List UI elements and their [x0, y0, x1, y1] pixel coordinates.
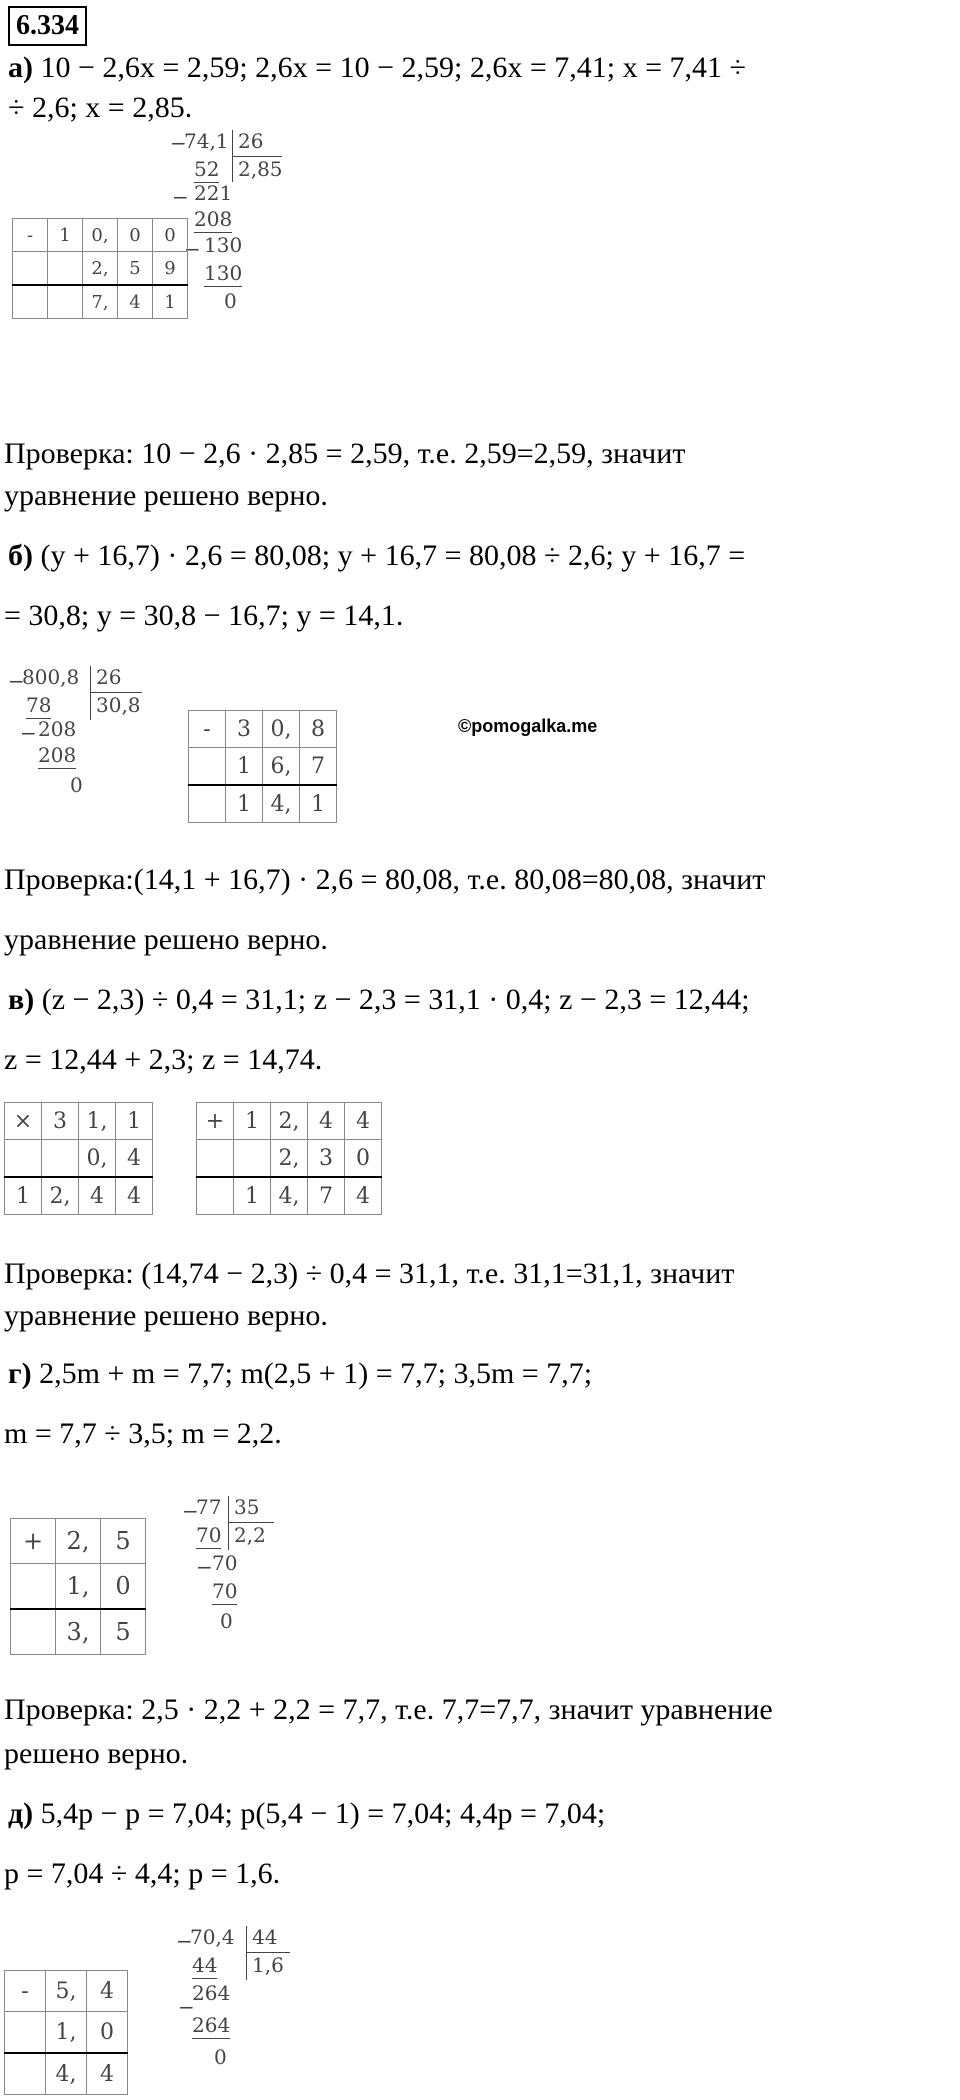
grid-cell: + — [197, 1103, 234, 1140]
step: 0 — [214, 2045, 227, 2069]
part-g-long-division: − 77 35 2,2 70 − 70 70 0 — [182, 1494, 302, 1664]
grid-cell: 3 — [308, 1140, 345, 1178]
step: 0 — [220, 1609, 233, 1633]
quotient: 1,6 — [252, 1953, 284, 1977]
grid-cell — [189, 785, 226, 823]
grid-cell: 0 — [87, 2012, 128, 2054]
grid-cell — [234, 1140, 271, 1178]
grid-cell: 4 — [308, 1103, 345, 1140]
grid-cell: 0, — [83, 219, 118, 252]
grid-cell: 4, — [46, 2053, 87, 2095]
grid-cell — [197, 1140, 234, 1178]
part-a-label: а) — [8, 51, 33, 84]
grid-cell: 0 — [101, 1564, 146, 1610]
grid-cell: - — [13, 219, 48, 252]
part-b-label: б) — [8, 539, 33, 572]
part-b-check-line2: уравнение решено верно. — [4, 923, 328, 956]
grid-cell — [5, 2053, 46, 2095]
part-g-line2: m = 7,7 ÷ 3,5; m = 2,2. — [4, 1417, 282, 1450]
part-a-long-division: − 74,1 26 2,85 52 − 221 208 − 130 130 0 — [170, 129, 283, 313]
grid-cell: 1, — [46, 2012, 87, 2054]
divisor: 26 — [96, 665, 122, 689]
grid-cell: 5, — [46, 1971, 87, 2012]
part-a-subtraction-grid — [12, 218, 188, 319]
grid-cell: 2, — [271, 1140, 308, 1178]
grid-cell: 2, — [271, 1103, 308, 1140]
grid-cell: 7, — [83, 285, 118, 319]
grid-cell: 1, — [79, 1103, 116, 1140]
part-g-check-line1: Проверка: 2,5 · 2,2 + 2,2 = 7,7, т.е. 7,7=7,7, значит уравнение — [4, 1693, 773, 1726]
step: 264 — [192, 2013, 231, 2037]
part-v-equation: (z − 2,3) ÷ 0,4 = 31,1; z − 2,3 = 31,1 · 0,4; z − 2,3 = 12,44; — [41, 983, 750, 1016]
step: 78 — [26, 693, 52, 717]
problem-number: 6.334 — [8, 6, 87, 46]
grid-cell: 8 — [300, 711, 337, 748]
grid-cell: 0 — [345, 1140, 382, 1178]
grid-cell — [13, 285, 48, 319]
grid-cell: - — [5, 1971, 46, 2012]
quotient: 2,85 — [238, 157, 283, 181]
grid-cell — [197, 1177, 234, 1215]
grid-cell: 0, — [263, 711, 300, 748]
grid-cell: 6, — [263, 748, 300, 786]
grid-cell: 1, — [56, 1564, 101, 1610]
step: 264 — [192, 1981, 231, 2005]
grid-cell: 1 — [226, 748, 263, 786]
part-a-line2: ÷ 2,6; x = 2,85. — [8, 91, 193, 124]
grid-cell: + — [11, 1519, 56, 1564]
grid-cell: 5 — [118, 252, 153, 286]
divisor: 35 — [234, 1495, 260, 1519]
grid-cell: 4 — [87, 1971, 128, 2012]
step: 208 — [38, 717, 77, 741]
step: 130 — [204, 261, 243, 285]
step: 70 — [212, 1579, 238, 1603]
grid-cell: 4, — [271, 1177, 308, 1215]
part-b-subtraction-grid — [188, 710, 337, 823]
dividend: 800,8 — [22, 665, 80, 689]
part-a-equation: 10 − 2,6x = 2,59; 2,6x = 10 − 2,59; 2,6x = 7,41; x = 7,41 ÷ — [40, 51, 746, 84]
part-b-line2: = 30,8; y = 30,8 − 16,7; y = 14,1. — [4, 599, 404, 632]
grid-cell: 4 — [118, 285, 153, 319]
part-d-equation: 5,4p − p = 7,04; p(5,4 − 1) = 7,04; 4,4p = 7,04; — [40, 1797, 606, 1830]
step: 44 — [192, 1953, 218, 1977]
part-b-long-division: − 800,8 26 30,8 78 − 208 208 0 — [8, 665, 141, 797]
step: 52 — [194, 157, 220, 181]
grid-cell: 2, — [42, 1177, 79, 1215]
grid-cell: 4 — [116, 1140, 153, 1178]
part-v-multiplication-grid — [4, 1102, 153, 1215]
grid-cell: 3 — [42, 1103, 79, 1140]
grid-cell: 7 — [308, 1177, 345, 1215]
divisor: 44 — [252, 1925, 278, 1949]
part-v-check-line2: уравнение решено верно. — [4, 1299, 328, 1332]
grid-cell: 1 — [5, 1177, 42, 1215]
step: 70 — [212, 1551, 238, 1575]
grid-cell: 1 — [153, 285, 188, 319]
grid-cell — [5, 2012, 46, 2054]
grid-cell: 4 — [79, 1177, 116, 1215]
grid-cell: 1 — [234, 1177, 271, 1215]
part-v-line1 — [8, 980, 750, 1020]
grid-cell: 4 — [87, 2053, 128, 2095]
grid-cell — [48, 285, 83, 319]
part-d-label: д) — [8, 1797, 34, 1830]
grid-cell: 0, — [79, 1140, 116, 1178]
grid-cell: - — [189, 711, 226, 748]
grid-cell — [42, 1140, 79, 1178]
grid-cell — [189, 748, 226, 786]
grid-cell: 4 — [345, 1177, 382, 1215]
part-v-check-line1: Проверка: (14,74 − 2,3) ÷ 0,4 = 31,1, т.е. 31,1=31,1, значит — [4, 1257, 735, 1290]
step: 208 — [194, 207, 233, 231]
part-b-equation: (y + 16,7) · 2,6 = 80,08; y + 16,7 = 80,08 ÷ 2,6; y + 16,7 = — [40, 539, 746, 572]
part-d-long-division: − 70,4 44 1,6 44 − 264 264 0 — [176, 1924, 306, 2094]
grid-cell — [11, 1609, 56, 1655]
part-d-line2: p = 7,04 ÷ 4,4; p = 1,6. — [4, 1857, 281, 1890]
step: 70 — [196, 1523, 222, 1547]
grid-cell: 1 — [116, 1103, 153, 1140]
part-v-line2: z = 12,44 + 2,3; z = 14,74. — [4, 1043, 323, 1076]
grid-cell — [11, 1564, 56, 1610]
grid-cell: 5 — [101, 1519, 146, 1564]
grid-cell: 1 — [234, 1103, 271, 1140]
divisor: 26 — [238, 129, 264, 153]
part-a-check-line2: уравнение решено верно. — [4, 479, 328, 512]
grid-cell: 2, — [56, 1519, 101, 1564]
part-g-equation: 2,5m + m = 7,7; m(2,5 + 1) = 7,7; 3,5m = 7,7; — [39, 1357, 593, 1390]
grid-cell: 0 — [118, 219, 153, 252]
part-a-check-line1: Проверка: 10 − 2,6 · 2,85 = 2,59, т.е. 2,59=2,59, значит — [4, 437, 686, 470]
grid-cell: 4 — [345, 1103, 382, 1140]
part-d-line1 — [8, 1794, 605, 1834]
step: 130 — [204, 233, 243, 257]
part-v-label: в) — [8, 983, 35, 1016]
grid-cell: 3, — [56, 1609, 101, 1655]
grid-cell: 1 — [48, 219, 83, 252]
step: 221 — [194, 181, 233, 205]
part-g-addition-grid — [10, 1518, 146, 1655]
part-v-addition-grid — [196, 1102, 382, 1215]
dividend: 70,4 — [190, 1925, 235, 1949]
step: 0 — [70, 773, 83, 797]
part-g-line1 — [8, 1354, 592, 1394]
quotient: 2,2 — [234, 1523, 266, 1547]
dividend: 77 — [196, 1495, 222, 1519]
grid-cell: 1 — [300, 785, 337, 823]
grid-cell: 7 — [300, 748, 337, 786]
grid-cell: 4, — [263, 785, 300, 823]
grid-cell — [48, 252, 83, 286]
grid-cell — [5, 1140, 42, 1178]
part-b-check-line1: Проверка:(14,1 + 16,7) · 2,6 = 80,08, т.е. 80,08=80,08, значит — [4, 863, 766, 896]
part-g-check-line2: решено верно. — [4, 1737, 189, 1770]
watermark: ©pomogalka.me — [458, 716, 598, 736]
grid-cell: 1 — [226, 785, 263, 823]
part-g-label: г) — [8, 1357, 32, 1390]
part-a-line1 — [8, 48, 746, 88]
grid-cell: × — [5, 1103, 42, 1140]
part-b-line1 — [8, 536, 745, 576]
dividend: 74,1 — [184, 129, 229, 153]
grid-cell: 3 — [226, 711, 263, 748]
grid-cell: 4 — [116, 1177, 153, 1215]
step: 0 — [224, 289, 237, 313]
grid-cell — [13, 252, 48, 286]
part-d-subtraction-grid — [4, 1970, 128, 2095]
quotient: 30,8 — [96, 693, 141, 717]
grid-cell: 9 — [153, 252, 188, 286]
grid-cell: 0 — [153, 219, 188, 252]
grid-cell: 5 — [101, 1609, 146, 1655]
grid-cell: 2, — [83, 252, 118, 286]
step: 208 — [38, 743, 77, 767]
